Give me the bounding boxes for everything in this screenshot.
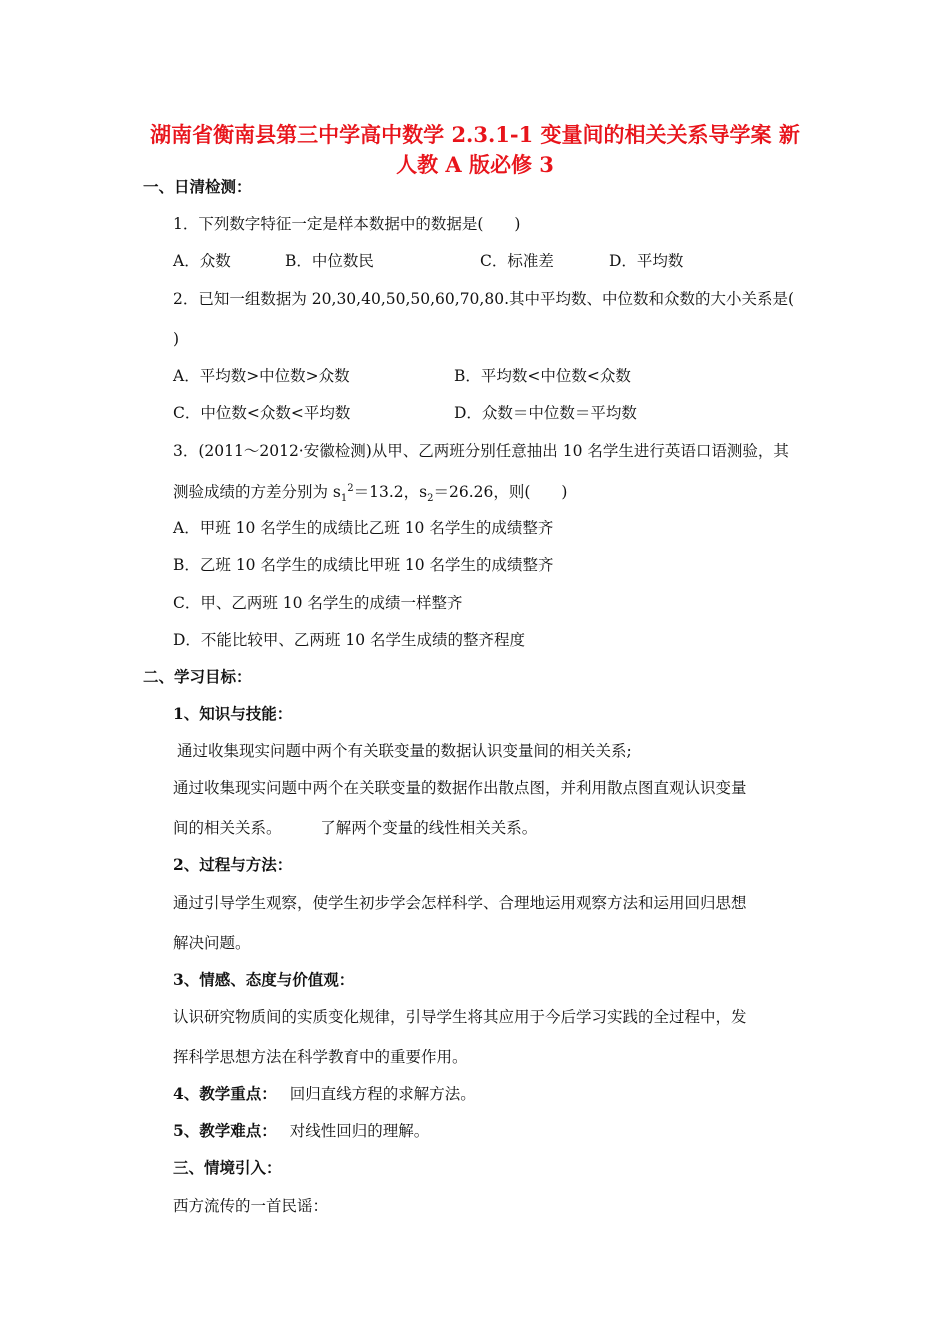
section-heading-3: 三、情境引入： <box>173 1158 282 1177</box>
section-heading-2: 二、学习目标： <box>143 667 252 686</box>
title-line-1: 湖南省衡南县第三中学高中数学 2.3.1-1 变量间的相关关系导学案 新 <box>150 122 800 147</box>
section-heading-1: 一、日清检测： <box>143 177 252 196</box>
q1-option-a: A．众数 <box>173 252 231 270</box>
q3-stem-text-pre: 测验成绩的方差分别为 s <box>173 483 341 501</box>
sub-heading-difficulty: 5、教学难点： <box>173 1121 277 1140</box>
q3-stem-line-2 <box>173 481 567 503</box>
emotion-line-2: 挥科学思想方法在科学教育中的重要作用。 <box>173 1048 468 1066</box>
knowledge-line-2: 通过收集现实问题中两个在关联变量的数据作出散点图，并利用散点图直观认识变量 <box>173 779 747 797</box>
key-point-text: 回归直线方程的求解方法。 <box>289 1085 476 1103</box>
q3-option-b: B．乙班 10 名学生的成绩比甲班 10 名学生的成绩整齐 <box>173 556 554 574</box>
sub-heading-key-point: 4、教学重点： <box>173 1084 277 1103</box>
knowledge-line-1: 通过收集现实问题中两个有关联变量的数据认识变量间的相关关系; <box>177 742 632 760</box>
key-point-row <box>173 1083 476 1105</box>
difficulty-text: 对线性回归的理解。 <box>289 1122 430 1140</box>
q2-option-a: A．平均数>中位数>众数 <box>173 367 350 385</box>
q3-option-a: A．甲班 10 名学生的成绩比乙班 10 名学生的成绩整齐 <box>173 519 554 537</box>
q2-option-b: B．平均数<中位数<众数 <box>454 367 631 385</box>
process-line-2: 解决问题。 <box>173 934 251 952</box>
q2-stem-line-2: ) <box>173 330 180 348</box>
q1-option-d: D．平均数 <box>609 252 684 270</box>
q2-stem-line-1: 2．已知一组数据为 20,30,40,50,50,60,70,80.其中平均数、中位数和众数的大小关系是( <box>173 290 795 308</box>
q3-stem-text-post: ＝26.26，则( ) <box>433 483 568 501</box>
document-title <box>120 120 830 180</box>
s1-subscript: 1 <box>340 493 348 505</box>
sub-heading-process: 2、过程与方法： <box>173 855 293 874</box>
s2-subscript: 2 <box>427 493 434 505</box>
situation-line-1: 西方流传的一首民谣： <box>173 1197 329 1215</box>
emotion-line-1: 认识研究物质间的实质变化规律，引导学生将其应用于今后学习实践的全过程中，发 <box>173 1008 747 1026</box>
knowledge-line-3: 间的相关关系。 了解两个变量的线性相关关系。 <box>173 819 538 837</box>
process-line-1: 通过引导学生观察，使学生初步学会怎样科学、合理地运用观察方法和运用回归思想 <box>173 894 747 912</box>
sub-heading-knowledge: 1、知识与技能： <box>173 704 293 723</box>
q3-option-d: D．不能比较甲、乙两班 10 名学生成绩的整齐程度 <box>173 631 526 649</box>
q1-option-c: C．标准差 <box>480 252 554 270</box>
q3-stem-text-mid: ＝13.2，s <box>353 483 428 501</box>
s1-superscript: 2 <box>347 482 354 494</box>
q2-option-c: C．中位数<众数<平均数 <box>173 404 351 422</box>
q1-option-b: B．中位数民 <box>285 252 374 270</box>
q3-option-c: C．甲、乙两班 10 名学生的成绩一样整齐 <box>173 594 463 612</box>
q1-stem: 1．下列数字特征一定是样本数据中的数据是( ) <box>173 215 521 233</box>
q2-option-d: D．众数＝中位数＝平均数 <box>454 404 637 422</box>
difficulty-row <box>173 1120 429 1142</box>
title-line-2: 人教 A 版必修 3 <box>396 152 554 177</box>
q3-stem-line-1: 3．(2011～2012·安徽检测)从甲、乙两班分别任意抽出 10 名学生进行英语口语测验，其 <box>173 442 789 460</box>
sub-heading-emotion: 3、情感、态度与价值观： <box>173 970 355 989</box>
